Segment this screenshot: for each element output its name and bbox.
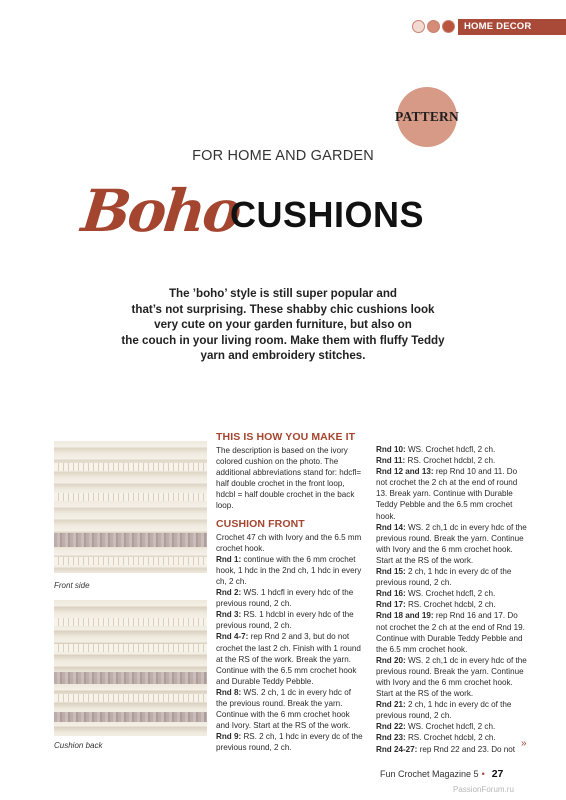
stitch-row [54, 463, 207, 471]
page-number: 27 [491, 768, 504, 780]
round-text: RS. Crochet hdcbl, 2 ch. [407, 733, 496, 743]
front-photo [54, 441, 207, 573]
instruction [376, 466, 530, 521]
round-text: WS. 2 ch, 1 dc in every hdc of the previous round. Break the yarn. Continue with the 6 mm crochet hook and Ivory. Start at the RS of the work. [216, 687, 351, 731]
instruction [216, 609, 363, 631]
title-main: CUSHIONS [230, 194, 425, 235]
round-text: RS. 2 ch, 1 hdc in every dc of the previous round, 2 ch. [216, 732, 363, 753]
stitch-row [54, 694, 207, 702]
round-label: Rnd 1: [216, 554, 242, 564]
round-label: Rnd 9: [216, 732, 242, 742]
front-caption: Front side [54, 581, 90, 590]
page-footer [380, 768, 503, 780]
round-label: Rnd 10: [376, 445, 406, 454]
title-script: Boho [78, 177, 243, 245]
bullet-icon: • [481, 769, 485, 779]
instruction [216, 587, 363, 609]
instruction [376, 455, 530, 466]
instruction [376, 599, 530, 610]
instruction [376, 610, 530, 654]
round-label: Rnd 21: [376, 700, 406, 710]
instruction [376, 721, 530, 732]
round-text: RS. 1 hdcbl in every hdc of the previous round, 2 ch. [216, 610, 354, 631]
round-label: Rnd 2: [216, 588, 242, 598]
instruction [376, 566, 530, 588]
stitch-row [54, 557, 207, 565]
continue-arrow-icon: » [521, 738, 527, 749]
round-label: Rnd 14: [376, 522, 406, 532]
round-label: Rnd 20: [376, 655, 406, 665]
round-label: Rnd 12 and 13: [376, 467, 434, 477]
round-label: Rnd 11: [376, 456, 406, 466]
lead-line: the couch in your living room. Make them with fluffy Teddy [121, 333, 445, 347]
watermark: PassionForum.ru [453, 785, 514, 794]
round-text: continue with the 6 mm crochet hook, 1 hdc in the 2nd ch, 1 hdc in every ch, 2 ch. [216, 554, 362, 586]
round-label: Rnd 16: [376, 589, 406, 599]
back-caption: Cushion back [54, 741, 103, 750]
round-text: RS. Crochet hdcbl, 2 ch. [407, 600, 496, 610]
instruction: Crochet 47 ch with Ivory and the 6.5 mm crochet hook. [216, 532, 362, 553]
section-heading: CUSHION FRONT [216, 517, 305, 530]
teddy-band [54, 533, 207, 547]
header-dots [412, 20, 455, 33]
round-label: Rnd 24-27: [376, 744, 418, 754]
section-tag: HOME DECOR [458, 19, 566, 35]
instruction [376, 744, 530, 755]
teddy-band [54, 712, 207, 722]
teddy-band [54, 672, 207, 684]
round-text: rep Rnd 10 and 11. Do not crochet the 2 ch at the end of round 13. Break yarn. Continue with Durable Teddy Pebble and the 6.5 mm crochet hook. [376, 467, 518, 521]
stitch-row [54, 644, 207, 652]
dot-icon [442, 20, 455, 33]
round-text: WS. 1 hdcfl in every hdc of the previous round, 2 ch. [216, 588, 354, 609]
instruction [376, 522, 530, 566]
round-label: Rnd 4-7: [216, 632, 249, 642]
lead-line: very cute on your garden furniture, but also on [154, 318, 412, 332]
instruction [376, 699, 530, 721]
round-text: WS. Crochet hdcfl, 2 ch. [407, 445, 496, 454]
stitch-row [54, 493, 207, 501]
section-heading: THIS IS HOW YOU MAKE IT [216, 431, 356, 443]
instruction [216, 731, 363, 753]
round-text: 2 ch, 1 hdc in every dc of the previous round, 2 ch. [376, 567, 512, 588]
back-photo [54, 600, 207, 736]
instruction [376, 444, 530, 455]
magazine-name: Fun Crochet Magazine 5 [380, 769, 479, 779]
instruction [216, 554, 363, 587]
kicker: FOR HOME AND GARDEN [192, 148, 374, 164]
round-text: WS. Crochet hdcfl, 2 ch. [407, 722, 496, 732]
dot-icon [427, 20, 440, 33]
round-text: rep Rnd 16 and 17. Do not crochet the 2 ch at the end of Rnd 19. Continue with Durable Teddy Pebble and the 6.5 mm crochet hook. [376, 611, 525, 654]
round-text: WS. 2 ch,1 dc in every hdc of the previous round. Break the yarn. Continue with Ivory and the 6 mm crochet hook. Start at the RS of the work. [376, 655, 527, 699]
stitch-row [54, 618, 207, 626]
lead-paragraph [0, 286, 566, 364]
instruction [376, 732, 530, 743]
dot-icon [412, 20, 425, 33]
round-label: Rnd 17: [376, 600, 406, 610]
pattern-badge [397, 87, 457, 147]
round-label: Rnd 22: [376, 722, 406, 732]
round-text: rep Rnd 2 and 3, but do not crochet the last 2 ch. Finish with 1 round at the RS of the work. Break the yarn. Continue with the 6.5 mm crochet hook and Durable Teddy Pebble. [216, 632, 361, 686]
round-label: Rnd 3: [216, 610, 242, 620]
round-text: WS. 2 ch,1 dc in every hdc of the previous round. Break the yarn. Continue with Ivory and the 6 mm crochet hook. Start at the RS of the work. [376, 522, 527, 565]
instruction [376, 588, 530, 599]
pattern-badge-label: PATTERN [395, 109, 459, 124]
intro-text: The description is based on the ivory colored cushion on the photo. The additional abbreviations stand for: hdcfl= half double crochet in the front loop, hdcbl = half double crochet in the back loop. [216, 446, 362, 511]
instructions-column-1 [216, 431, 363, 753]
round-label: Rnd 18 and 19: [376, 611, 434, 621]
instruction [216, 687, 363, 731]
round-text: WS. Crochet hdcfl, 2 ch. [407, 589, 496, 599]
round-label: Rnd 8: [216, 687, 242, 697]
instruction [216, 631, 363, 686]
round-text: RS. Crochet hdcbl, 2 ch. [407, 456, 496, 466]
lead-line: yarn and embroidery stitches. [200, 349, 366, 363]
lead-line: The ’boho’ style is still super popular and [168, 287, 398, 300]
round-label: Rnd 23: [376, 733, 406, 743]
round-label: Rnd 15: [376, 567, 406, 577]
lead-line: that’s not surprising. These shabby chic cushions look [131, 302, 435, 316]
instructions-column-2 [376, 444, 530, 755]
round-text: rep Rnd 22 and 23. Do not [419, 744, 516, 754]
round-text: 2 ch, 1 hdc in every dc of the previous round, 2 ch. [376, 700, 512, 721]
instruction [376, 655, 530, 699]
